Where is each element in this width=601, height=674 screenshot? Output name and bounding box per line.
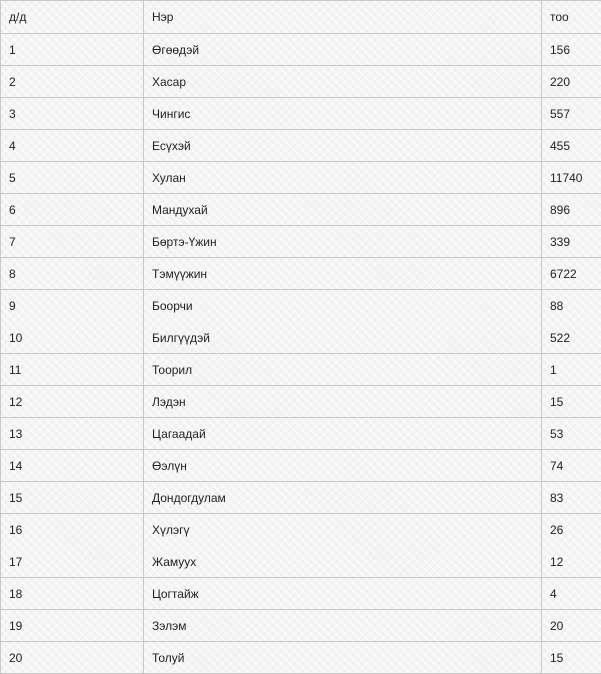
- row-name: Зэлэм: [144, 610, 542, 642]
- row-count: 896: [542, 194, 601, 226]
- row-count: 12: [542, 546, 601, 578]
- row-number: 12: [1, 386, 144, 418]
- table-row: [1, 162, 601, 194]
- table-row: [1, 130, 601, 162]
- table-row: [1, 34, 601, 66]
- table-row: [1, 642, 601, 674]
- row-number: 8: [1, 258, 144, 290]
- row-name: Билгүүдэй: [144, 322, 542, 354]
- row-count: 156: [542, 34, 601, 66]
- row-number: 4: [1, 130, 144, 162]
- row-count: 6722: [542, 258, 601, 290]
- table-row: [1, 66, 601, 98]
- row-name: Чингис: [144, 98, 542, 130]
- row-count: 220: [542, 66, 601, 98]
- row-name: Тэмүүжин: [144, 258, 542, 290]
- row-number: 2: [1, 66, 144, 98]
- row-number: 13: [1, 418, 144, 450]
- table-row: [1, 610, 601, 642]
- row-name: Өгөөдэй: [144, 34, 542, 66]
- row-number: 18: [1, 578, 144, 610]
- row-count: 83: [542, 482, 601, 514]
- row-count: 26: [542, 514, 601, 546]
- row-number: 9: [1, 290, 144, 322]
- row-name: Есүхэй: [144, 130, 542, 162]
- row-name: Хүлэгү: [144, 514, 542, 546]
- row-count: 53: [542, 418, 601, 450]
- row-number: 19: [1, 610, 144, 642]
- row-number: 7: [1, 226, 144, 258]
- row-count: 15: [542, 642, 601, 674]
- row-name: Мандухай: [144, 194, 542, 226]
- row-number: 5: [1, 162, 144, 194]
- header-name: Нэр: [144, 1, 542, 34]
- row-number: 11: [1, 354, 144, 386]
- row-count: 15: [542, 386, 601, 418]
- row-number: 10: [1, 322, 144, 354]
- table-row: [1, 98, 601, 130]
- table-body: [1, 1, 601, 674]
- table-row: [1, 354, 601, 386]
- row-name: Жамуух: [144, 546, 542, 578]
- row-name: Дондогдулам: [144, 482, 542, 514]
- row-count: 88: [542, 290, 601, 322]
- row-number: 17: [1, 546, 144, 578]
- row-number: 6: [1, 194, 144, 226]
- row-name: Тоорил: [144, 354, 542, 386]
- row-number: 20: [1, 642, 144, 674]
- row-count: 20: [542, 610, 601, 642]
- table-row: [1, 482, 601, 514]
- row-count: 1: [542, 354, 601, 386]
- row-name: Өэлүн: [144, 450, 542, 482]
- row-name: Хулан: [144, 162, 542, 194]
- row-number: 16: [1, 514, 144, 546]
- table-row: [1, 546, 601, 578]
- row-name: Цогтайж: [144, 578, 542, 610]
- row-number: 15: [1, 482, 144, 514]
- row-count: 557: [542, 98, 601, 130]
- row-count: 4: [542, 578, 601, 610]
- row-number: 3: [1, 98, 144, 130]
- table-row: [1, 386, 601, 418]
- table-row: [1, 578, 601, 610]
- table-row: [1, 450, 601, 482]
- row-name: Лэдэн: [144, 386, 542, 418]
- table-row: [1, 514, 601, 546]
- table-row: [1, 418, 601, 450]
- row-number: 14: [1, 450, 144, 482]
- header-number: д/д: [1, 1, 144, 34]
- row-count: 522: [542, 322, 601, 354]
- row-name: Цагаадай: [144, 418, 542, 450]
- row-count: 11740: [542, 162, 601, 194]
- row-number: 1: [1, 34, 144, 66]
- row-count: 339: [542, 226, 601, 258]
- table-row: [1, 290, 601, 322]
- row-name: Боорчи: [144, 290, 542, 322]
- header-row: [1, 1, 601, 34]
- table-row: [1, 226, 601, 258]
- row-count: 455: [542, 130, 601, 162]
- table-row: [1, 322, 601, 354]
- row-name: Бөртэ-Үжин: [144, 226, 542, 258]
- header-count: тоо: [542, 1, 601, 34]
- table-row: [1, 194, 601, 226]
- table-row: [1, 258, 601, 290]
- row-name: Толуй: [144, 642, 542, 674]
- row-count: 74: [542, 450, 601, 482]
- row-name: Хасар: [144, 66, 542, 98]
